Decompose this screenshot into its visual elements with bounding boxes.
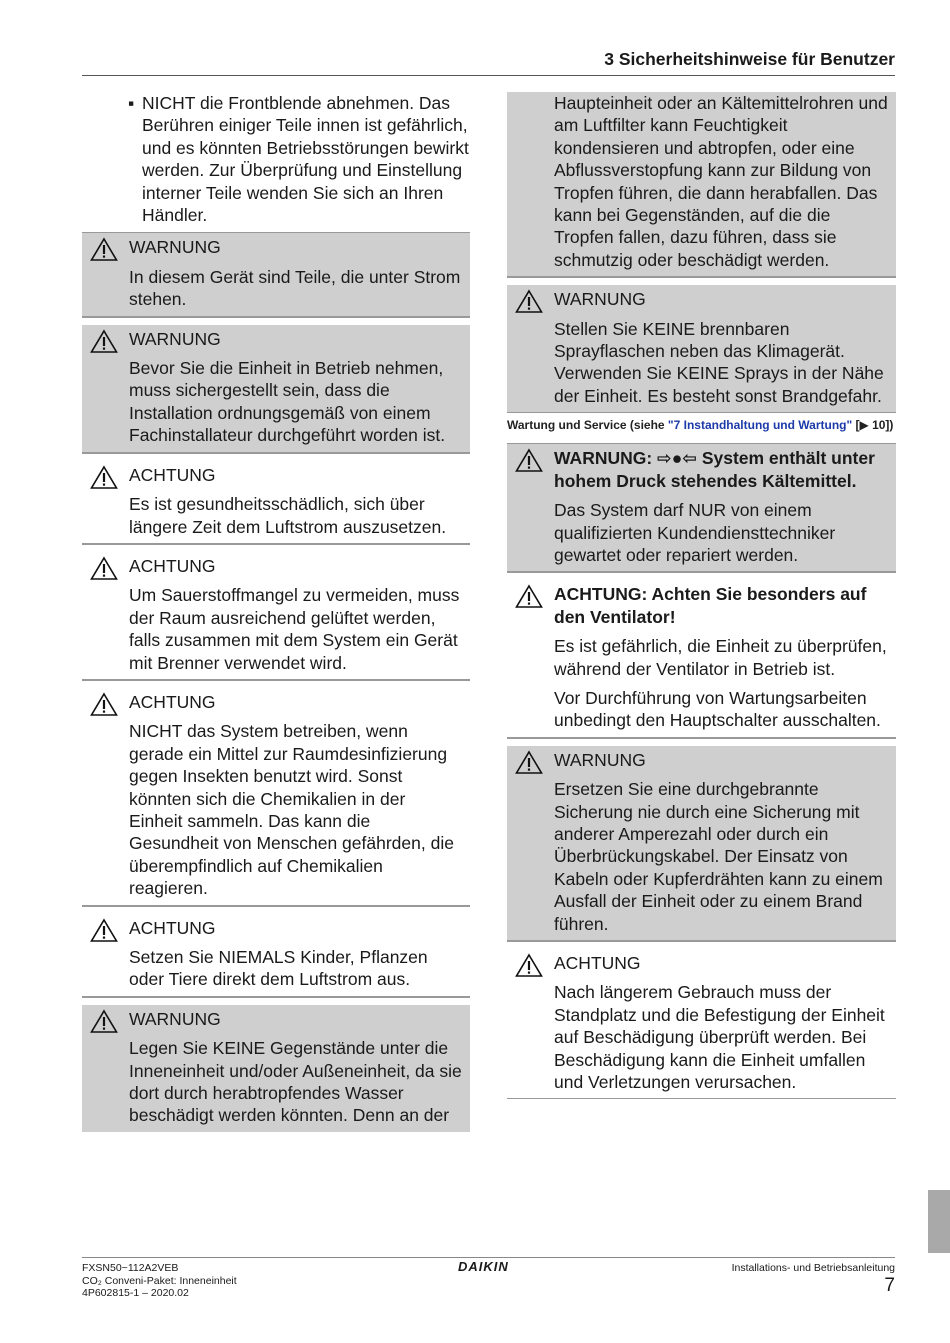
box-body: Das System darf NUR von einem qualifizierten Kundendiensttechniker gewartet oder repariert werden. <box>554 500 836 565</box>
warning-triangle-icon <box>90 465 118 490</box>
box-body: Nach längerem Gebrauch muss der Standplatz und die Befestigung der Einheit auf Beschädigung überprüft werden. Bei Beschädigung kann die Einheit umfallen und Verletzungen verursachen. <box>554 982 885 1093</box>
box-body: Setzen Sie NIEMALS Kinder, Pflanzen oder Tiere direkt dem Luftstrom aus. <box>129 947 428 990</box>
footer-package: CO₂ Conveni-Paket: Inneneinheit <box>82 1274 237 1287</box>
warning-triangle-icon <box>515 953 543 978</box>
warning-box-dripping <box>82 1005 470 1132</box>
box-body: Um Sauerstoffmangel zu vermeiden, muss der Raum ausreichend gelüftet werden, falls zusammen mit dem System ein Gerät mit Brenner verwendet wird. <box>129 585 460 673</box>
warning-triangle-icon <box>515 584 543 609</box>
box-body: Haupteinheit oder an Kältemittelrohren und am Luftfilter kann Feuchtigkeit kondensieren und abtropfen, oder eine Abflussverstopfung kann zur Bildung von Tropfen führen, die dann herabfallen. Das kann bei Gegenständen, auf die die Tropfen fallen, dazu führen, dass sie schmutzig oder beschädigt werden. <box>554 93 888 270</box>
bullet-marker: ▪ <box>128 93 135 113</box>
bullet-item <box>82 92 470 232</box>
caution-box-standplace <box>507 949 896 1099</box>
box-body: Es ist gesundheitsschädlich, sich über längere Zeit dem Luftstrom auszusetzen. <box>129 494 447 537</box>
footer-manual-title: Installations- und Betriebsanleitung <box>731 1262 895 1274</box>
warning-triangle-icon <box>90 918 118 943</box>
box-heading: WARNUNG <box>554 289 646 310</box>
warning-box-live-parts <box>82 232 470 316</box>
footer-docnum: 4P602815-1 – 2020.02 <box>82 1287 189 1299</box>
box-body: Es ist gefährlich, die Einheit zu überprüfen, während der Ventilator in Betrieb ist. <box>554 636 887 679</box>
warning-triangle-icon <box>90 692 118 717</box>
right-column <box>507 92 896 1099</box>
warning-box-fuse <box>507 746 896 941</box>
footer-rule <box>82 1257 895 1258</box>
page-header-title: 3 Sicherheitshinweise für Benutzer <box>604 49 895 69</box>
service-reference <box>507 413 896 443</box>
daikin-logo: DAIKIN <box>458 1259 509 1274</box>
box-heading: ACHTUNG <box>129 555 216 576</box>
box-body-second: Vor Durchführung von Wartungsarbeiten unbedingt den Hauptschalter ausschalten. <box>554 687 881 731</box>
warning-triangle-icon <box>90 237 118 262</box>
warning-triangle-icon <box>515 448 543 473</box>
box-body: Ersetzen Sie eine durchgebrannte Sicherung nie durch eine Sicherung mit anderer Amperezahl oder durch ein Überbrückungskabel. Der Einsatz von Kabeln oder Kupferdrähten kann zu einem Ausfall der Einheit oder zu einem Brand führen. <box>554 779 883 934</box>
box-heading: WARNUNG <box>129 237 221 258</box>
box-body: In diesem Gerät sind Teile, die unter Strom stehen. <box>129 266 461 310</box>
pressure-symbol-icon: ⇨●⇦ <box>657 448 697 469</box>
warning-box-pressure <box>507 443 896 572</box>
box-body: Stellen Sie KEINE brennbaren Sprayflaschen neben das Klimagerät. Verwenden Sie KEINE Sprays in der Nähe der Einheit. Es besteht sonst Brandgefahr. <box>554 318 884 406</box>
box-heading: ACHTUNG <box>129 917 216 938</box>
page-marker-icon: ▶ <box>859 418 869 433</box>
left-column <box>82 92 470 1132</box>
caution-box-oxygen <box>82 552 470 680</box>
warning-triangle-icon <box>90 329 118 354</box>
warning-triangle-icon <box>515 750 543 775</box>
box-body: Bevor Sie die Einheit in Betrieb nehmen, muss sichergestellt sein, dass die Installation ordnungsgemäß von einem Fachinstallateur durchgeführt worden ist. <box>129 358 446 446</box>
box-heading: ACHTUNG: Achten Sie besonders auf den Ventilator! <box>554 584 867 627</box>
chapter-thumb-tab <box>928 1190 950 1253</box>
reference-link[interactable]: "7 Instandhaltung und Wartung" <box>667 418 853 433</box>
footer-left <box>82 1262 237 1300</box>
footer-model: FXSN50~112A2VEB <box>82 1262 179 1274</box>
box-heading <box>554 447 888 492</box>
box-body: Legen Sie KEINE Gegenstände unter die Inneneinheit und/oder Außeneinheit, da sie dort durch herabtropfendes Wasser beschädigt werden könnten. Denn an der <box>129 1038 462 1126</box>
box-heading: ACHTUNG <box>129 691 216 712</box>
caution-box-children <box>82 914 470 997</box>
box-body: NICHT das System betreiben, wenn gerade ein Mittel zur Raumdesinfizierung gegen Insekten benutzt wird. Sonst könnten sich die Chemikalien in der Einheit sammeln. Das kann die Gesundheit von Menschen gefährden, die überempfindlich auf Chemikalien reagieren. <box>129 721 454 899</box>
warning-box-dripping-continued <box>507 92 896 277</box>
caution-box-airflow <box>82 461 470 544</box>
heading-label: WARNUNG: <box>554 448 658 469</box>
warning-box-spray <box>507 285 896 413</box>
warning-box-installation <box>82 325 470 453</box>
bullet-text: NICHT die Frontblende abnehmen. Das Berühren einiger Teile innen ist gefährlich, und es könnten Betriebsstörungen bewirkt werden. Zur Überprüfung und Einstellung interner Teile wenden Sie sich an Ihren Händler. <box>142 93 469 226</box>
footer-right <box>732 1262 895 1297</box>
warning-triangle-icon <box>90 1009 118 1034</box>
reference-suffix: 10]) <box>868 418 894 433</box>
page-number: 7 <box>884 1274 895 1296</box>
reference-open: [ <box>852 418 860 433</box>
warning-triangle-icon <box>90 556 118 581</box>
caution-box-fan <box>507 580 896 737</box>
box-heading: WARNUNG <box>129 1008 221 1029</box>
caution-box-insecticide <box>82 688 470 906</box>
reference-prefix: Wartung und Service (siehe <box>507 418 668 433</box>
box-heading: ACHTUNG <box>129 464 216 485</box>
box-heading: WARNUNG <box>129 328 221 349</box>
header-rule <box>82 75 895 76</box>
box-heading: WARNUNG <box>554 749 646 770</box>
heading-text: System enthält unter hohem Druck stehendes Kältemittel. <box>554 448 875 491</box>
box-heading: ACHTUNG <box>554 953 641 973</box>
warning-triangle-icon <box>515 289 543 314</box>
